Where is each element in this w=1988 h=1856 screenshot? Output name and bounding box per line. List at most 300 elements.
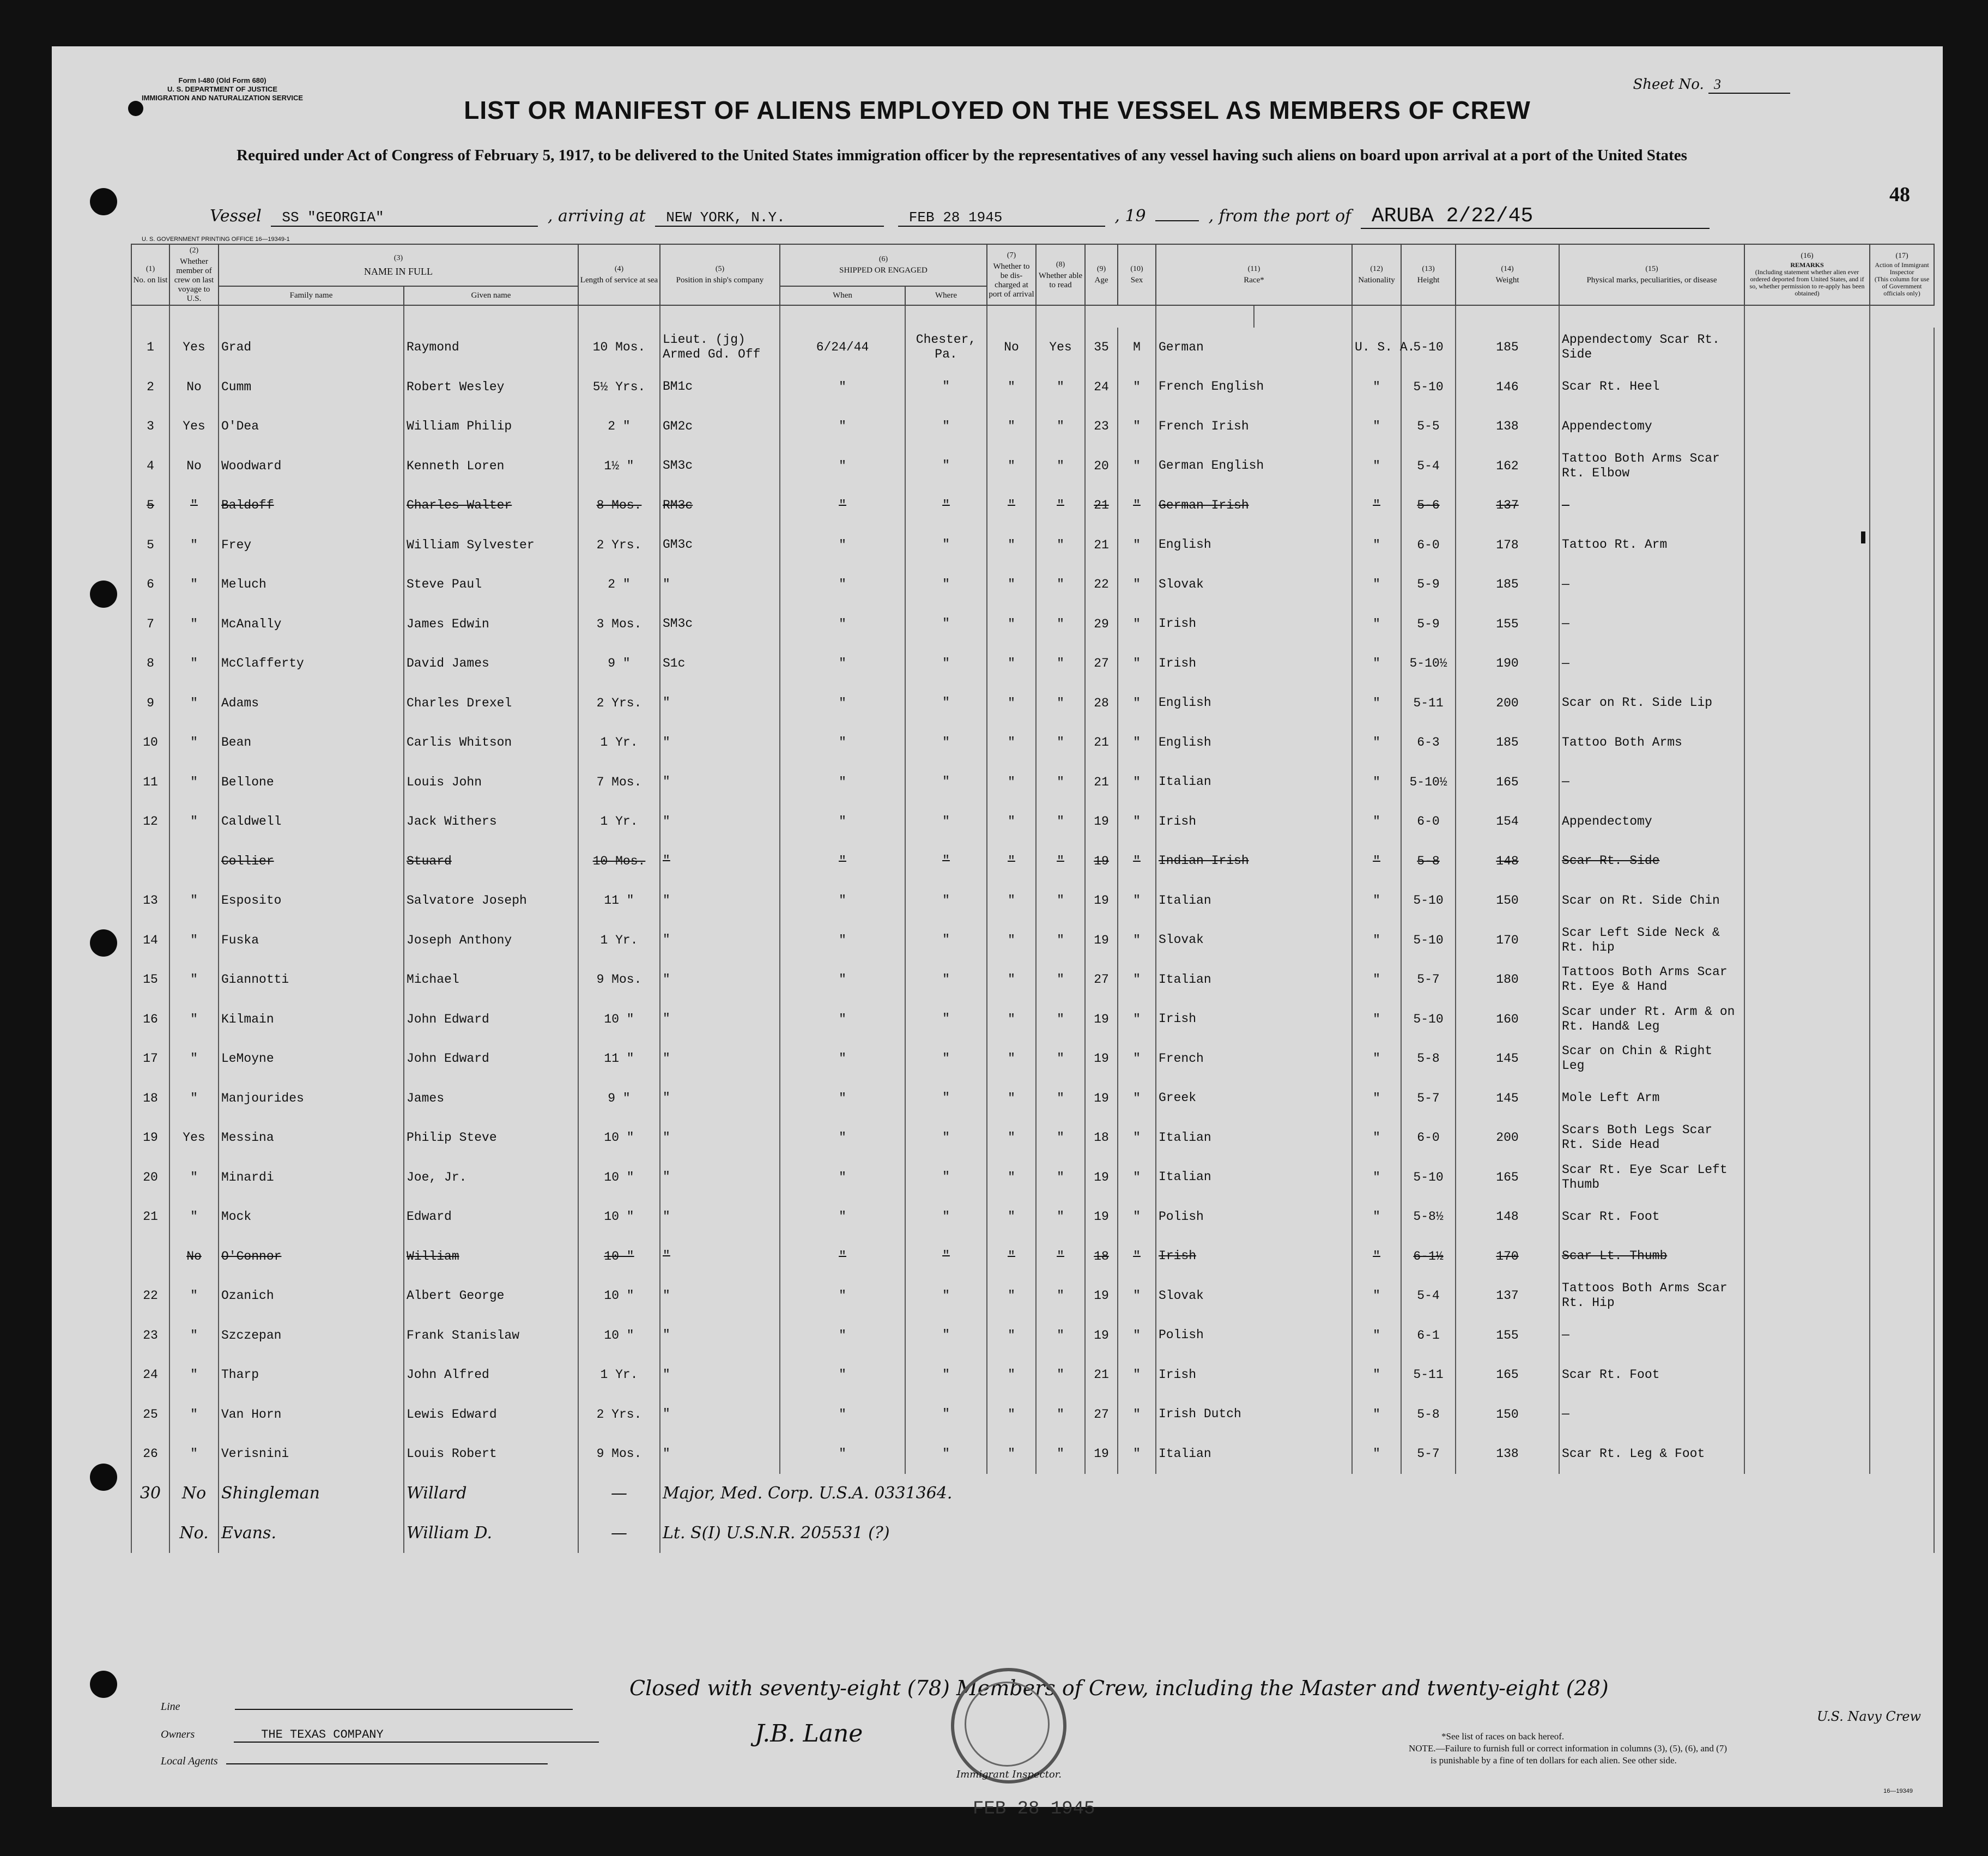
weight: 160: [1456, 1000, 1559, 1039]
inspector-action: [1870, 1118, 1934, 1158]
line-field: [161, 1701, 573, 1713]
row-number: 24: [131, 1355, 169, 1395]
length-of-service: 8 Mos.: [578, 486, 660, 525]
shipped-when: ": [780, 565, 905, 604]
age: 19: [1085, 1434, 1118, 1474]
height: 5-7: [1401, 960, 1456, 1000]
line-value: [235, 1709, 573, 1710]
remarks: [1744, 604, 1870, 644]
sex: ": [1118, 881, 1156, 921]
physical-marks: Scar under Rt. Arm & on Rt. Hand& Leg: [1559, 1000, 1744, 1039]
able-to-read: ": [1036, 881, 1085, 921]
height: 5-9: [1401, 604, 1456, 644]
position: ": [660, 1079, 780, 1119]
sex: ": [1118, 1434, 1156, 1474]
position: ": [660, 1395, 780, 1435]
discharged: ": [987, 960, 1036, 1000]
family-name: Grad: [219, 328, 404, 367]
nationality: ": [1352, 921, 1401, 960]
inspector-action: [1870, 1434, 1934, 1474]
crew-row: [131, 525, 1934, 565]
col-sex: (10) Sex: [1118, 244, 1156, 305]
physical-marks: Scars Both Legs Scar Rt. Side Head: [1559, 1118, 1744, 1158]
age: 19: [1085, 802, 1118, 842]
date-stamp: FEB 28 1945: [973, 1799, 1095, 1819]
shipped-when: ": [780, 684, 905, 723]
crew-row: [131, 565, 1934, 604]
discharged: ": [987, 1434, 1036, 1474]
race: French: [1156, 1039, 1352, 1079]
last-voyage: No: [169, 1237, 219, 1277]
given-name: Joseph Anthony: [404, 921, 578, 960]
discharged: ": [987, 367, 1036, 407]
height: 6-1½: [1401, 1237, 1456, 1277]
position: GM2c: [660, 407, 780, 446]
length-of-service: 7 Mos.: [578, 763, 660, 802]
weight: 137: [1456, 486, 1559, 525]
service-name: IMMIGRATION AND NATURALIZATION SERVICE: [142, 94, 304, 102]
length-of-service: 9 Mos.: [578, 960, 660, 1000]
col-name: (3) NAME IN FULL: [219, 244, 578, 286]
vessel-value: SS "GEORGIA": [271, 209, 538, 227]
given-name: Lewis Edward: [404, 1395, 578, 1435]
shipped-where: ": [905, 881, 987, 921]
age: 22: [1085, 565, 1118, 604]
last-voyage: ": [169, 1316, 219, 1356]
position: ": [660, 1000, 780, 1039]
physical-marks: —: [1559, 1395, 1744, 1435]
nationality: ": [1352, 1316, 1401, 1356]
race: Italian: [1156, 960, 1352, 1000]
physical-marks: Scar Rt. Foot: [1559, 1355, 1744, 1395]
inspector-action: [1870, 407, 1934, 446]
position: SM3c: [660, 604, 780, 644]
age: 19: [1085, 842, 1118, 881]
age: 27: [1085, 960, 1118, 1000]
position: ": [660, 1197, 780, 1237]
department-name: U. S. DEPARTMENT OF JUSTICE: [167, 85, 278, 93]
shipped-when: ": [780, 1158, 905, 1198]
col-no: (1) No. on list: [131, 244, 169, 305]
weight: 148: [1456, 842, 1559, 881]
remarks: [1744, 723, 1870, 763]
height: 6-1: [1401, 1316, 1456, 1356]
remarks: [1744, 1237, 1870, 1277]
discharged: ": [987, 1158, 1036, 1198]
nationality: ": [1352, 407, 1401, 446]
able-to-read: ": [1036, 644, 1085, 684]
remarks: [1744, 1197, 1870, 1237]
weight: 170: [1456, 1237, 1559, 1277]
height: 5-7: [1401, 1079, 1456, 1119]
col-family-name: Family name: [219, 286, 404, 305]
crew-row: [131, 1079, 1934, 1119]
col-given-name: Given name: [404, 286, 578, 305]
height: 5-10: [1401, 881, 1456, 921]
owners-label: Owners: [161, 1728, 195, 1740]
header-row: [131, 244, 1934, 286]
inspector-action: [1870, 525, 1934, 565]
length-of-service: 9 Mos.: [578, 1434, 660, 1474]
physical-marks: Scar Rt. Foot: [1559, 1197, 1744, 1237]
length-of-service: 1 Yr.: [578, 802, 660, 842]
given-name: Willard: [404, 1474, 578, 1514]
given-name: Robert Wesley: [404, 367, 578, 407]
shipped-when: ": [780, 1276, 905, 1316]
able-to-read: ": [1036, 525, 1085, 565]
row-number: 10: [131, 723, 169, 763]
inspector-action: [1870, 1158, 1934, 1198]
shipped-when: ": [780, 763, 905, 802]
col-race: (11) Race*: [1156, 244, 1352, 305]
crew-row: [131, 1355, 1934, 1395]
last-voyage: ": [169, 644, 219, 684]
official-seal-inner: [965, 1682, 1050, 1767]
height: 5-10½: [1401, 644, 1456, 684]
row-number: 1: [131, 328, 169, 367]
physical-marks: Scar on Rt. Side Lip: [1559, 684, 1744, 723]
form-code: 16—19349: [1883, 1788, 1913, 1794]
physical-marks: —: [1559, 644, 1744, 684]
height: 5-10: [1401, 1000, 1456, 1039]
nationality: ": [1352, 881, 1401, 921]
position: ": [660, 1039, 780, 1079]
height: 5-4: [1401, 446, 1456, 486]
discharged: ": [987, 684, 1036, 723]
race: French Irish: [1156, 407, 1352, 446]
length-of-service: —: [578, 1513, 660, 1553]
length-of-service: 1 Yr.: [578, 723, 660, 763]
discharged: ": [987, 1197, 1036, 1237]
race: Irish Dutch: [1156, 1395, 1352, 1435]
nationality: ": [1352, 1395, 1401, 1435]
inspector-action: [1870, 684, 1934, 723]
length-of-service: 9 ": [578, 1079, 660, 1119]
shipped-when: ": [780, 604, 905, 644]
given-name: Frank Stanislaw: [404, 1316, 578, 1356]
length-of-service: 5½ Yrs.: [578, 367, 660, 407]
given-name: William D.: [404, 1513, 578, 1553]
row-number: 19: [131, 1118, 169, 1158]
remarks: [1744, 1355, 1870, 1395]
height: 5-10: [1401, 367, 1456, 407]
nationality: ": [1352, 1237, 1401, 1277]
position: ": [660, 1118, 780, 1158]
physical-marks: Tattoos Both Arms Scar Rt. Eye & Hand: [1559, 960, 1744, 1000]
position: S1c: [660, 644, 780, 684]
position: BM1c: [660, 367, 780, 407]
sex: ": [1118, 367, 1156, 407]
discharged: ": [987, 1355, 1036, 1395]
length-of-service: 3 Mos.: [578, 604, 660, 644]
nationality: ": [1352, 1118, 1401, 1158]
penalty-note: NOTE.—Failure to furnish full or correct information in columns (3), (5), (6), and (7): [1409, 1743, 1727, 1754]
row-number: 16: [131, 1000, 169, 1039]
nationality: U. S. A.: [1352, 328, 1401, 367]
closing-note-end: U.S. Navy Crew: [1816, 1709, 1921, 1724]
sex: ": [1118, 1395, 1156, 1435]
shipped-where: ": [905, 1355, 987, 1395]
family-name: Woodward: [219, 446, 404, 486]
height: 5-11: [1401, 1355, 1456, 1395]
discharged: ": [987, 565, 1036, 604]
sex: ": [1118, 684, 1156, 723]
shipped-when: ": [780, 1079, 905, 1119]
remarks: [1744, 486, 1870, 525]
sex: ": [1118, 486, 1156, 525]
age: 21: [1085, 1355, 1118, 1395]
family-name: Mock: [219, 1197, 404, 1237]
able-to-read: ": [1036, 604, 1085, 644]
discharged: ": [987, 604, 1036, 644]
last-voyage: ": [169, 1355, 219, 1395]
nationality: ": [1352, 1079, 1401, 1119]
physical-marks: Scar on Rt. Side Chin: [1559, 881, 1744, 921]
shipped-when: ": [780, 960, 905, 1000]
last-voyage: ": [169, 1395, 219, 1435]
able-to-read: ": [1036, 1197, 1085, 1237]
height: 5-10½: [1401, 763, 1456, 802]
discharged: ": [987, 407, 1036, 446]
sex: ": [1118, 407, 1156, 446]
family-name: LeMoyne: [219, 1039, 404, 1079]
age: 23: [1085, 407, 1118, 446]
row-number: 21: [131, 1197, 169, 1237]
position: ": [660, 565, 780, 604]
age: 19: [1085, 1276, 1118, 1316]
race: Italian: [1156, 881, 1352, 921]
height: 5-6: [1401, 486, 1456, 525]
shipped-where: ": [905, 921, 987, 960]
inspector-action: [1870, 367, 1934, 407]
last-voyage: ": [169, 723, 219, 763]
family-name: Minardi: [219, 1158, 404, 1198]
family-name: Van Horn: [219, 1395, 404, 1435]
able-to-read: ": [1036, 1158, 1085, 1198]
weight: 185: [1456, 723, 1559, 763]
physical-marks: Mole Left Arm: [1559, 1079, 1744, 1119]
length-of-service: 2 Yrs.: [578, 684, 660, 723]
weight: 150: [1456, 1395, 1559, 1435]
physical-marks: Appendectomy: [1559, 407, 1744, 446]
physical-marks: —: [1559, 565, 1744, 604]
shipped-when: ": [780, 1434, 905, 1474]
inspector-action: [1870, 1000, 1934, 1039]
race: Polish: [1156, 1316, 1352, 1356]
row-number: 14: [131, 921, 169, 960]
shipped-when: ": [780, 921, 905, 960]
race: German: [1156, 328, 1352, 367]
nationality: ": [1352, 367, 1401, 407]
shipped-where: ": [905, 1118, 987, 1158]
row-number: 9: [131, 684, 169, 723]
last-voyage: Yes: [169, 407, 219, 446]
inspector-action: [1870, 565, 1934, 604]
given-name: Louis Robert: [404, 1434, 578, 1474]
inspector-action: [1870, 921, 1934, 960]
length-of-service: 10 ": [578, 1197, 660, 1237]
remarks: [1744, 1316, 1870, 1356]
shipped-when: ": [780, 1118, 905, 1158]
race: Greek: [1156, 1079, 1352, 1119]
shipped-where: ": [905, 1158, 987, 1198]
age: 29: [1085, 604, 1118, 644]
form-number: Form I-480 (Old Form 680): [178, 76, 266, 84]
remarks: [1744, 763, 1870, 802]
height: 5-11: [1401, 684, 1456, 723]
height: 5-8: [1401, 1039, 1456, 1079]
age: 20: [1085, 446, 1118, 486]
discharged: ": [987, 446, 1036, 486]
given-name: Louis John: [404, 763, 578, 802]
inspector-action: [1870, 1197, 1934, 1237]
race: Italian: [1156, 763, 1352, 802]
weight: 138: [1456, 1434, 1559, 1474]
arriving-label: , arriving at: [547, 207, 646, 226]
nationality: ": [1352, 1039, 1401, 1079]
last-voyage: ": [169, 684, 219, 723]
shipped-where: ": [905, 842, 987, 881]
height: 5-10: [1401, 921, 1456, 960]
race: Irish: [1156, 644, 1352, 684]
row-number: 17: [131, 1039, 169, 1079]
position: ": [660, 1276, 780, 1316]
position: RM3c: [660, 486, 780, 525]
race: Irish: [1156, 1355, 1352, 1395]
shipped-when: ": [780, 1316, 905, 1356]
document-subtitle: Required under Act of Congress of February 5, 1917, to be delivered to the United States immigration officer by the representatives of any vessel having such aliens on board upon arrival at a port of the United States: [237, 147, 1687, 164]
handwritten-note: Major, Med. Corp. U.S.A. 0331364.: [660, 1474, 1934, 1514]
col-height: (13) Height: [1401, 244, 1456, 305]
family-name: O'Connor: [219, 1237, 404, 1277]
given-name: Charles Walter: [404, 486, 578, 525]
col-when: When: [780, 286, 905, 305]
position: ": [660, 960, 780, 1000]
weight: 190: [1456, 644, 1559, 684]
height: 5-7: [1401, 1434, 1456, 1474]
given-name: John Edward: [404, 1039, 578, 1079]
physical-marks: Scar Left Side Neck & Rt. hip: [1559, 921, 1744, 960]
shipped-when: ": [780, 1355, 905, 1395]
family-name: Giannotti: [219, 960, 404, 1000]
vessel-line: [210, 204, 1714, 229]
race: Slovak: [1156, 565, 1352, 604]
physical-marks: Tattoo Both Arms Scar Rt. Elbow: [1559, 446, 1744, 486]
race: English: [1156, 684, 1352, 723]
shipped-where: ": [905, 763, 987, 802]
shipped-where: ": [905, 802, 987, 842]
physical-marks: Scar Rt. Heel: [1559, 367, 1744, 407]
able-to-read: ": [1036, 802, 1085, 842]
crew-table: [131, 244, 1935, 1553]
nationality: ": [1352, 960, 1401, 1000]
position: ": [660, 1316, 780, 1356]
shipped-where: ": [905, 723, 987, 763]
col-discharged: (7) Whether to be dis-charged at port of arrival: [987, 244, 1036, 305]
length-of-service: 2 ": [578, 565, 660, 604]
col-marks: (15) Physical marks, peculiarities, or disease: [1559, 244, 1744, 305]
length-of-service: 1½ ": [578, 446, 660, 486]
age: 19: [1085, 1079, 1118, 1119]
last-voyage: Yes: [169, 328, 219, 367]
race: Irish: [1156, 604, 1352, 644]
row-number: [131, 842, 169, 881]
crew-rows: [131, 305, 1934, 1553]
row-number: 22: [131, 1276, 169, 1316]
remarks: [1744, 328, 1870, 367]
race: German English: [1156, 446, 1352, 486]
last-voyage: [169, 842, 219, 881]
nationality: ": [1352, 565, 1401, 604]
ink-mark: [1861, 531, 1865, 543]
nationality: ": [1352, 644, 1401, 684]
able-to-read: ": [1036, 723, 1085, 763]
last-voyage: ": [169, 1158, 219, 1198]
last-voyage: ": [169, 604, 219, 644]
family-name: McClafferty: [219, 644, 404, 684]
age: 35: [1085, 328, 1118, 367]
agents-field: [161, 1755, 548, 1768]
crew-row: [131, 328, 1934, 367]
row-number: [131, 1237, 169, 1277]
given-name: Jack Withers: [404, 802, 578, 842]
race: Slovak: [1156, 921, 1352, 960]
age: 19: [1085, 1039, 1118, 1079]
remarks: [1744, 367, 1870, 407]
last-voyage: No: [169, 367, 219, 407]
races-note: *See list of races on back hereof.: [1441, 1731, 1565, 1742]
race: Indian Irish: [1156, 842, 1352, 881]
age: 27: [1085, 644, 1118, 684]
length-of-service: 9 ": [578, 644, 660, 684]
given-name: William: [404, 1237, 578, 1277]
remarks: [1744, 446, 1870, 486]
sex: ": [1118, 960, 1156, 1000]
last-voyage: ": [169, 763, 219, 802]
crew-row: [131, 1000, 1934, 1039]
sex: M: [1118, 328, 1156, 367]
sex: ": [1118, 1079, 1156, 1119]
discharged: ": [987, 486, 1036, 525]
height: 5-4: [1401, 1276, 1456, 1316]
spacer-row: [131, 305, 1934, 328]
col-last-voyage: (2) Whether member of crew on last voyage to U.S.: [169, 244, 219, 305]
able-to-read: ": [1036, 684, 1085, 723]
shipped-where: ": [905, 1237, 987, 1277]
crew-row: [131, 644, 1934, 684]
shipped-when: ": [780, 802, 905, 842]
inspector-label: Immigrant Inspector.: [956, 1769, 1062, 1780]
sex: ": [1118, 1118, 1156, 1158]
discharged: ": [987, 842, 1036, 881]
remarks: [1744, 644, 1870, 684]
vessel-label: Vessel: [210, 207, 262, 226]
remarks: [1744, 684, 1870, 723]
remarks: [1744, 1276, 1870, 1316]
shipped-where: ": [905, 1039, 987, 1079]
given-name: James Edwin: [404, 604, 578, 644]
physical-marks: Tattoos Both Arms Scar Rt. Hip: [1559, 1276, 1744, 1316]
crew-row: [131, 763, 1934, 802]
nationality: ": [1352, 446, 1401, 486]
family-name: McAnally: [219, 604, 404, 644]
family-name: Collier: [219, 842, 404, 881]
row-number: 20: [131, 1158, 169, 1198]
given-name: William Philip: [404, 407, 578, 446]
race: Italian: [1156, 1434, 1352, 1474]
inspector-action: [1870, 960, 1934, 1000]
age: 19: [1085, 1158, 1118, 1198]
